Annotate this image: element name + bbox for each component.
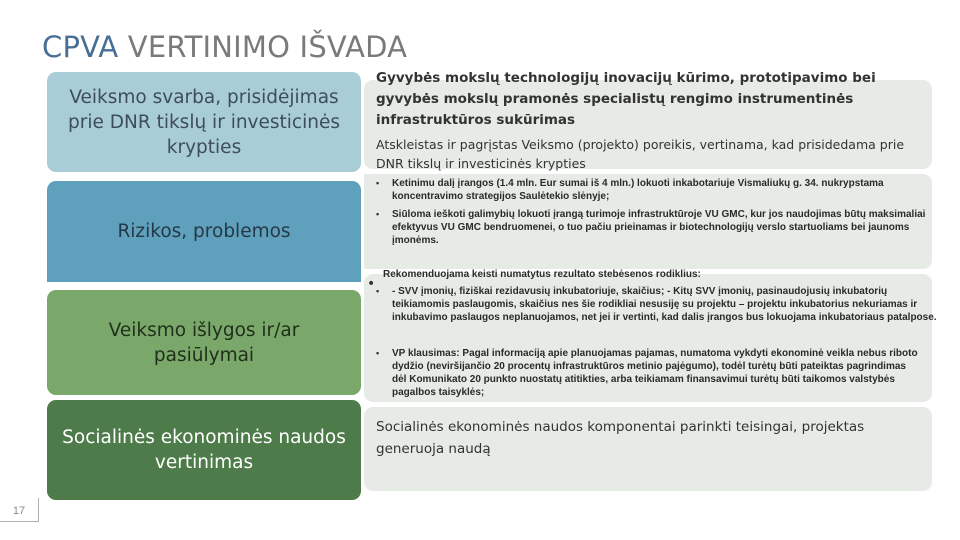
bullet-icon: • (376, 178, 380, 188)
socioeconomic-text: Socialinės ekonominės naudos komponentai parinkti teisingai, projektas generuoja naudą (376, 419, 865, 457)
risk-bullet (376, 208, 942, 247)
risk-bullet-text: Siūloma ieškoti galimybių lokuoti įrangą turimoje infrastruktūroje VU GMC, kur jos naudojimas būtų maksimaliai efektyvus VU GMC bendruomenei, o tuo pačiu prieinamas ir biotechnologijų verslo startuoliams bei jaunoms įmonėms. (392, 209, 926, 246)
section-label-risks: Rizikos, problemos (47, 181, 361, 282)
importance-summary: Atskleistas ir pagrįstas Veiksmo (projekto) poreikis, vertinama, kad prisidedama prie DNR tikslų ir investicinės krypties (376, 137, 905, 171)
condition-bullet (376, 285, 940, 324)
bullet-icon: • (376, 348, 380, 358)
condition-bullet (376, 347, 922, 399)
bullet-icon: • (367, 276, 376, 292)
title-accent: CPVA (42, 30, 119, 64)
bullet-icon: • (376, 209, 380, 219)
section-label-conditions: Veiksmo išlygos ir/ar pasiūlymai (47, 290, 361, 395)
slide-title (42, 30, 407, 64)
page-number-underline (0, 521, 38, 522)
page-number-divider (38, 498, 39, 522)
bullet-icon: • (376, 286, 380, 296)
conditions-intro: Rekomenduojama keisti numatytus rezultato stebėsenos rodiklius: (383, 269, 701, 280)
risk-bullet-text: Ketinimu dalį įrangos (1.4 mln. Eur sumai iš 4 mln.) lokuoti inkabotariuje Vismaliukų g. 34. nukrypstama koncentravimo strategijos Saulėtekio slėnyje; (392, 178, 884, 202)
title-main: VERTINIMO IŠVADA (127, 30, 408, 64)
risk-bullet (376, 177, 932, 203)
section-label-socioeconomic: Socialinės ekonominės naudos vertinimas (47, 400, 361, 500)
section-label-importance: Veiksmo svarba, prisidėjimas prie DNR tikslų ir investicinės krypties (47, 72, 361, 172)
condition-bullet-text: VP klausimas: Pagal informaciją apie planuojamas pajamas, numatoma vykdyti ekonominė veikla nebus riboto dydžio (neviršijančio 20 procentų infrastruktūros metinio pajėgumo), todėl turėtų būti pateiktas pagrindimas dėl Komunikato 20 punkto nuostatų atitikties, arba teikiamam finansavimui turėtų būti taikomos valstybės pagalbos taisyklės; (392, 348, 918, 398)
page-number: 17 (12, 505, 26, 517)
importance-heading: Gyvybės mokslų technologijų inovacijų kūrimo, prototipavimo bei gyvybės mokslų pramonės specialistų rengimo instrumentinės infrastruktūros sukūrimas (376, 70, 876, 128)
condition-bullet-text: - SVV įmonių, fiziškai rezidavusių inkubatoriuje, skaičius; - Kitų SVV įmonių, pasinaudojusių inkubatorių teikiamomis paslaugomis, skaičius nes šie rodikliai nesusiję su projektu – projektu inkubatorius nekuriamas ir inkubavimo paslaugos neplanuojamos, net jei ir vertinti, kad dalis įrangos bus lokuojama inkubatoriaus patalpose. (392, 286, 937, 323)
